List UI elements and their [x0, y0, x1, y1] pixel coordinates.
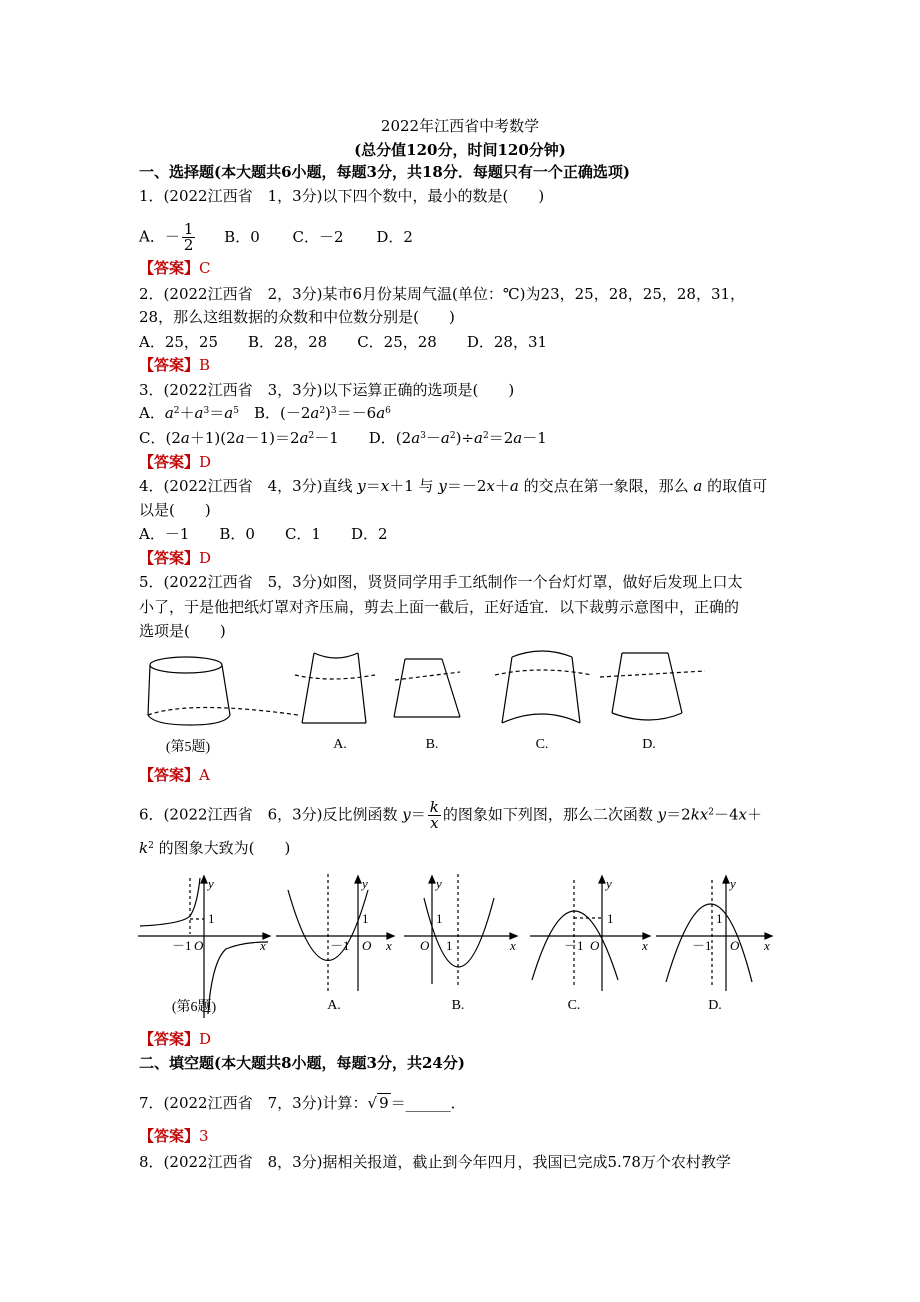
axis-y-label: y — [730, 876, 736, 891]
answer-value: 3 — [199, 1127, 209, 1145]
q5-label-a: A. — [333, 737, 347, 752]
q7-answer — [139, 1126, 209, 1146]
q1-fraction — [182, 222, 196, 253]
q4-options: A．－1 B．0 C．1 D．2 — [139, 525, 388, 543]
q5-stem-line1: 5．(2022江西省 5，3分)如图，贤贤同学用手工纸制作一个台灯灯罩，做好后发现上口太 — [139, 573, 743, 591]
answer-value: D — [199, 1030, 212, 1048]
q2-stem-line1: 2．(2022江西省 2，3分)某市6月份某周气温(单位：℃)为23，25，28，25，28，31， — [139, 285, 746, 303]
one-label: 1 — [716, 911, 723, 926]
q1-option-d: D．2 — [376, 227, 413, 246]
q6-label-b: B. — [451, 998, 465, 1013]
answer-label: 【答案】 — [139, 549, 200, 567]
axis-x-label: x — [642, 938, 648, 953]
option-c-top — [512, 651, 572, 657]
origin-label: O — [420, 938, 430, 953]
q7-stem — [139, 1093, 466, 1113]
q7-sqrt: √ 9 — [367, 1094, 389, 1112]
option-a-right — [358, 653, 366, 723]
option-c-bottom — [502, 714, 580, 723]
section1-heading: 一、选择题(本大题共6小题，每题3分，共18分．每题只有一个正确选项) — [139, 163, 630, 181]
option-d-cut-line — [600, 671, 705, 677]
section2-heading: 二、填空题(本大题共8小题，每题3分，共24分) — [139, 1054, 465, 1072]
q7-suffix: ＝______． — [390, 1094, 466, 1112]
q1-stem: 1．(2022江西省 1，3分)以下四个数中，最小的数是( ) — [139, 187, 545, 205]
q6-figure — [132, 866, 777, 1026]
q5-figure-caption: (第5题) — [165, 740, 211, 755]
lampshade-left-edge — [148, 665, 150, 715]
answer-value: B — [199, 356, 211, 374]
q6-stem-line2: $k^2$ 的图象大致为( ) — [139, 839, 291, 857]
q5-figure — [130, 645, 730, 757]
q5-answer — [139, 765, 210, 785]
axis-y-label: y — [606, 876, 612, 891]
q3-options-cd: C．$(2a+1)(2a-1)=2a^2-1$ D．$(2a^3-a^2)\div a^2=2a-1$ — [139, 429, 547, 447]
origin-label: O — [590, 938, 600, 953]
answer-label: 【答案】 — [139, 1030, 200, 1048]
q1-option-b: B．0 — [224, 227, 260, 246]
q5-label-b: B. — [425, 737, 439, 752]
q6-label-a: A. — [327, 998, 341, 1013]
q5-label-c: C. — [535, 737, 549, 752]
q7-prefix: 7．(2022江西省 7，3分)计算： — [139, 1094, 368, 1112]
option-a-cut-line — [295, 675, 375, 679]
hyperbola-branch-lower — [208, 942, 268, 1014]
lampshade-bottom-front — [148, 715, 230, 725]
origin-label: O — [730, 938, 740, 953]
q5-label-d: D. — [642, 737, 656, 752]
neg-one-label: －1 — [330, 938, 350, 953]
option-b-right — [442, 659, 460, 717]
q1-options — [139, 222, 413, 253]
q2-answer — [139, 355, 210, 375]
q3-answer — [139, 452, 211, 472]
one-label: 1 — [436, 911, 443, 926]
q6-stem-line1: 6．(2022江西省 6，3分)反比例函数 y＝ $\frac{k}{x}$ 的图象如下列图，那么二次函数 $y=2kx^2-4x+$ — [139, 798, 763, 832]
q6-label-c: C. — [567, 998, 581, 1013]
axis-y-label: y — [208, 876, 214, 891]
page-title: 2022年江西省中考数学 — [380, 117, 540, 135]
q1-option-a-prefix: A．－ — [139, 227, 180, 246]
one-label: 1 — [362, 911, 369, 926]
answer-label: 【答案】 — [139, 356, 200, 374]
axis-x-label: x — [260, 938, 266, 953]
axis-y-arrow — [429, 876, 435, 883]
option-c-left — [502, 657, 512, 723]
axis-y-arrow — [723, 876, 729, 883]
q6-label-d: D. — [708, 998, 722, 1013]
neg-one-label: －1 — [692, 938, 712, 953]
origin-label: O — [194, 938, 204, 953]
q4-answer — [139, 548, 211, 568]
q5-stem-line2: 小了，于是他把纸灯罩对齐压扁，剪去上面一截后，正好适宜．以下裁剪示意图中，正确的 — [139, 598, 740, 616]
option-d-left — [612, 653, 622, 713]
answer-label: 【答案】 — [139, 259, 200, 277]
axis-y-label: y — [436, 876, 442, 891]
q4-stem-line1: 4．(2022江西省 4，3分)直线 y＝x＋1 与 y＝－2x＋a 的交点在第一象限，那么 a 的取值可 — [139, 477, 768, 495]
q7-radicand: 9 — [379, 1094, 389, 1112]
axis-x-label: x — [510, 938, 516, 953]
neg-one-label: －1 — [172, 938, 192, 953]
option-b-cut-line — [395, 672, 460, 680]
axis-y-arrow — [201, 876, 207, 883]
answer-value: D — [199, 549, 212, 567]
one-label: 1 — [607, 911, 614, 926]
axis-y-arrow — [355, 876, 361, 883]
option-c-right — [572, 657, 580, 723]
q6-fraction: $\frac{k}{x}$ — [429, 798, 439, 832]
axis-y-label: y — [362, 876, 368, 891]
option-d-right — [668, 653, 682, 713]
q1-option-c: C．－2 — [292, 227, 344, 246]
q6-answer — [139, 1029, 211, 1049]
option-a-top — [314, 653, 358, 658]
q3-options-ab: A．$a^2+a^3=a^5$ B．$(-2a^2)^3=-6a^6$ — [139, 404, 391, 422]
answer-value: A — [199, 766, 210, 784]
option-b-left — [394, 659, 405, 717]
q1-fraction-denominator: 2 — [183, 236, 194, 254]
page-subtitle: (总分值120分，时间120分钟) — [354, 141, 566, 159]
q5-stem-line3: 选项是( ) — [139, 622, 226, 640]
origin-label: O — [362, 938, 372, 953]
q6-stem-tail: 的图象大致为( ) — [158, 839, 291, 857]
answer-label: 【答案】 — [139, 1127, 200, 1145]
axis-x-label: x — [764, 938, 770, 953]
q6-figure-caption: (第6题) — [171, 1000, 217, 1015]
neg-one-label: －1 — [564, 938, 584, 953]
parabola — [424, 898, 494, 967]
q4-stem-line2: 以是( ) — [139, 501, 211, 519]
lampshade-top-ellipse — [150, 657, 222, 673]
option-d-bottom — [612, 713, 682, 720]
lampshade-bottom-back — [148, 708, 298, 716]
one-label: 1 — [208, 911, 215, 926]
q2-stem-line2: 28，那么这组数据的众数和中位数分别是( ) — [139, 308, 455, 326]
axis-x-label: x — [386, 938, 392, 953]
answer-value: C — [199, 259, 211, 277]
q1-fraction-numerator: 1 — [183, 220, 194, 238]
q2-options: A．25，25 B．28，28 C．25，28 D．28，31 — [139, 333, 548, 351]
axis-y-arrow — [599, 876, 605, 883]
answer-value: D — [199, 453, 212, 471]
answer-label: 【答案】 — [139, 453, 200, 471]
q8-stem-line1: 8．(2022江西省 8，3分)据相关报道，截止到今年四月，我国已完成5.78万个农村教学 — [139, 1153, 731, 1171]
one-label: 1 — [446, 938, 453, 953]
q1-answer — [139, 258, 211, 278]
option-a-left — [302, 653, 314, 723]
q3-stem: 3．(2022江西省 3，3分)以下运算正确的选项是( ) — [139, 381, 515, 399]
answer-label: 【答案】 — [139, 766, 200, 784]
